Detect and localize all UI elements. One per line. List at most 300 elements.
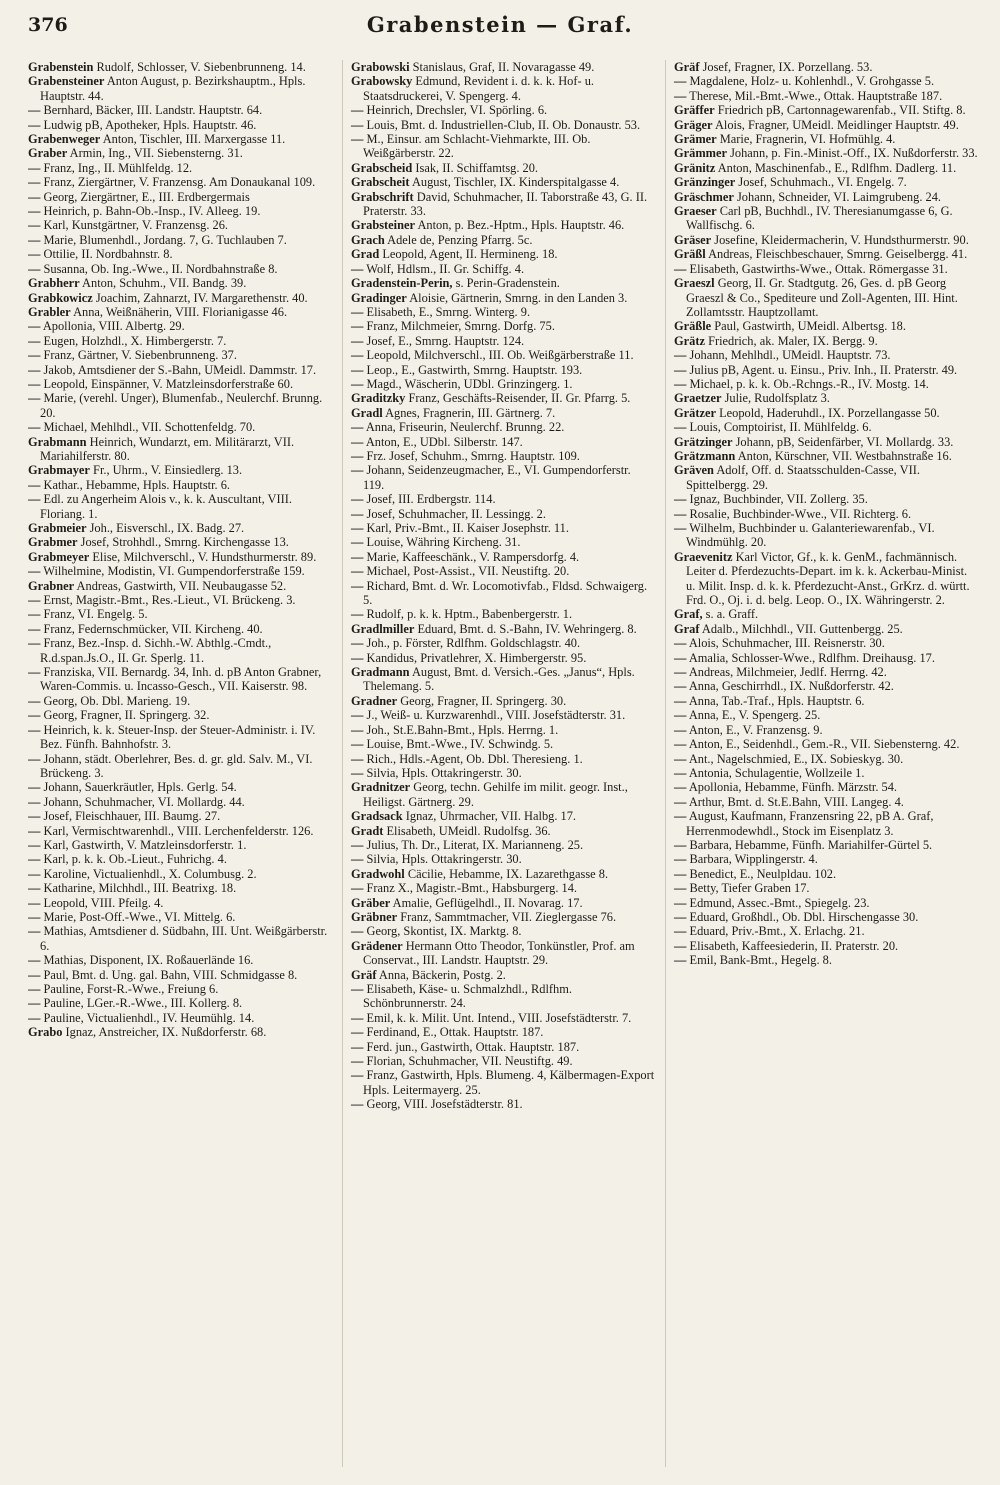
- entry-name: Grach: [351, 232, 385, 247]
- entry-name: —: [28, 621, 41, 636]
- entry-details: Anna, Bäckerin, Postg. 2.: [378, 967, 506, 982]
- directory-entry: [351, 694, 655, 708]
- entry-name: —: [28, 232, 41, 247]
- entry-details: Marie, (verehl. Unger), Blumenfab., Neulerchf. Brunng. 20.: [40, 391, 323, 420]
- directory-entry: [351, 449, 655, 463]
- directory-entry: [28, 867, 332, 881]
- entry-name: —: [28, 348, 41, 363]
- entry-details: Friedrich, ak. Maler, IX. Bergg. 9.: [708, 333, 878, 348]
- directory-entry: [674, 924, 978, 938]
- entry-name: —: [674, 837, 687, 852]
- entry-details: Johann, Schuhmacher, VI. Mollardg. 44.: [43, 794, 245, 809]
- entry-name: Grabscheit: [351, 175, 410, 190]
- directory-entry: [351, 161, 655, 175]
- entry-details: Josef, Strohhdl., Smrng. Kirchengasse 13.: [80, 535, 289, 550]
- directory-entry: [28, 535, 332, 549]
- entry-details: Apollonia, VIII. Albertg. 29.: [42, 319, 185, 334]
- entry-name: —: [28, 895, 41, 910]
- entry-details: Magdalene, Holz- u. Kohlenhdl., V. Grohgasse 5.: [689, 74, 935, 89]
- entry-name: —: [351, 765, 364, 780]
- directory-entry: [28, 363, 332, 377]
- entry-name: —: [28, 780, 41, 795]
- directory-entry: [28, 896, 332, 910]
- entry-details: Apollonia, Hebamme, Fünfh. Märzstr. 54.: [688, 780, 898, 795]
- directory-entry: [674, 161, 978, 175]
- entry-name: —: [28, 708, 41, 723]
- entry-name: —: [674, 909, 687, 924]
- entry-details: Eduard, Bmt. d. S.-Bahn, IV. Wehringerg. 8.: [417, 621, 637, 636]
- entry-name: Grätzmann: [674, 448, 736, 463]
- entry-name: —: [674, 780, 687, 795]
- entry-details: Eduard, Großhdl., Ob. Dbl. Hirschengasse 30.: [689, 909, 919, 924]
- entry-details: Franziska, VII. Bernardg. 34, Inh. d. pB Anton Grabner, Waren-Commis. u. Incasso-Gesch., VII. Kaiserstr. 98.: [40, 665, 322, 694]
- directory-entry: [28, 924, 332, 953]
- directory-entry: [351, 175, 655, 189]
- entry-details: Friedrich pB, Cartonnagewarenfab., VII. Stiftg. 8.: [717, 103, 966, 118]
- directory-entry: [674, 118, 978, 132]
- directory-entry: [28, 564, 332, 578]
- entry-details: Heinrich, Wundarzt, em. Militärarzt, VII. Mariahilferstr. 80.: [40, 434, 295, 463]
- directory-entry: [351, 218, 655, 232]
- entry-details: Rudolf, p. k. k. Hptm., Babenbergerstr. 1.: [366, 607, 573, 622]
- entry-name: —: [351, 837, 364, 852]
- entry-details: Paul, Gastwirth, UMeidl. Albertsg. 18.: [714, 319, 906, 334]
- entry-details: Rosalie, Buchbinder-Wwe., VII. Richterg. 6.: [689, 506, 912, 521]
- entry-details: Mathias, Amtsdiener d. Südbahn, III. Unt. Weißgärberstr. 6.: [40, 924, 328, 953]
- entry-name: —: [351, 319, 364, 334]
- directory-entry: [674, 809, 978, 838]
- directory-entry: [674, 420, 978, 434]
- entry-details: Ottilie, II. Nordbahnstr. 8.: [43, 247, 173, 262]
- entry-details: Elisabeth, Kaffeesiederin, II. Praterstr. 20.: [689, 938, 899, 953]
- entry-details: Therese, Mil.-Bmt.-Wwe., Ottak. Hauptstraße 187.: [689, 88, 943, 103]
- entry-details: Karoline, Victualienhdl., X. Columbusg. 2.: [43, 866, 257, 881]
- entry-name: Gräf: [674, 60, 700, 74]
- directory-entry: [28, 74, 332, 103]
- directory-entry: [28, 190, 332, 204]
- entry-name: —: [351, 924, 364, 939]
- entry-details: Louise, Bmt.-Wwe., IV. Schwindg. 5.: [366, 737, 554, 752]
- entry-details: Barbara, Wipplingerstr. 4.: [689, 852, 818, 867]
- entry-name: —: [28, 837, 41, 852]
- directory-entry: [674, 247, 978, 261]
- entry-name: —: [351, 751, 364, 766]
- entry-name: Grabler: [28, 304, 71, 319]
- entry-details: Georg, II. Gr. Stadtgutg. 26, Ges. d. pB Georg Graeszl & Co., Spediteure und Zoll-Agenten, III. Hint. Zollamtsstr. Hauptzollamt.: [686, 276, 958, 319]
- directory-entry: [351, 838, 655, 852]
- entry-details: s. a. Graff.: [705, 607, 759, 622]
- entry-details: Elisabeth, Käse- u. Schmalzhdl., Rdlfhm. Schönbrunnerstr. 24.: [363, 982, 572, 1011]
- directory-entry: [674, 463, 978, 492]
- entry-details: Arthur, Bmt. d. St.E.Bahn, VIII. Langeg. 4.: [688, 794, 904, 809]
- entry-details: Karl, Vermischtwarenhdl., VIII. Lerchenfelderstr. 126.: [43, 823, 314, 838]
- entry-name: —: [28, 492, 41, 507]
- entry-name: —: [351, 1010, 364, 1025]
- entry-details: Pauline, LGer.-R.-Wwe., III. Kollerg. 8.: [43, 996, 243, 1011]
- directory-entry: [674, 795, 978, 809]
- entry-name: Gräbner: [351, 909, 398, 924]
- entry-name: —: [674, 737, 687, 752]
- entry-details: Elisabeth, UMeidl. Rudolfsg. 36.: [386, 823, 551, 838]
- entry-details: Alois, Fragner, UMeidl. Meidlinger Hauptstr. 49.: [714, 117, 959, 132]
- entry-details: Johann, p. Fin.-Minist.-Off., IX. Nußdorferstr. 33.: [730, 146, 978, 161]
- entry-name: —: [674, 376, 687, 391]
- entry-details: Johann, Mehlhdl., UMeidl. Hauptstr. 73.: [689, 348, 891, 363]
- directory-entry: [674, 60, 978, 74]
- entry-details: Louise, Währing Kircheng. 31.: [366, 535, 521, 550]
- directory-entry: [28, 334, 332, 348]
- directory-entry: [351, 809, 655, 823]
- entry-details: Ernst, Magistr.-Bmt., Res.-Lieut., VI. Brückeng. 3.: [43, 593, 296, 608]
- entry-name: Graf: [674, 621, 700, 636]
- entry-details: Fr., Uhrm., V. Einsiedlerg. 13.: [93, 463, 243, 478]
- entry-name: Gräßle: [674, 319, 712, 334]
- directory-entry: [28, 319, 332, 333]
- entry-name: —: [28, 391, 41, 406]
- directory-entry: [351, 752, 655, 766]
- entry-details: Adele de, Penzing Pfarrg. 5c.: [387, 232, 533, 247]
- entry-name: Gradenstein-Perin,: [351, 276, 453, 291]
- entry-name: —: [351, 506, 364, 521]
- entry-name: —: [351, 261, 364, 276]
- entry-details: Anna, E., V. Spengerg. 25.: [688, 708, 821, 723]
- entry-name: Grabmer: [28, 535, 78, 550]
- entry-details: Georg, Fragner, II. Springerg. 30.: [400, 693, 567, 708]
- entry-name: —: [351, 607, 364, 622]
- directory-entry: [351, 507, 655, 521]
- entry-details: Wilhelm, Buchbinder u. Galanteriewarenfab., VI. Windmühlg. 20.: [686, 521, 935, 550]
- entry-details: Frz. Josef, Schuhm., Smrng. Hauptstr. 109.: [366, 448, 580, 463]
- entry-name: —: [674, 708, 687, 723]
- directory-entry: [28, 982, 332, 996]
- directory-entry: [351, 968, 655, 982]
- entry-details: Franz, Gastwirth, Hpls. Blumeng. 4, Kälbermagen-Export Hpls. Leitermayerg. 25.: [363, 1068, 655, 1097]
- entry-name: Grabherr: [28, 276, 80, 291]
- entry-name: Grätz: [674, 333, 705, 348]
- entry-details: Florian, Schuhmacher, VII. Neustiftg. 49.: [366, 1054, 573, 1069]
- directory-entry: [351, 924, 655, 938]
- entry-details: Katharine, Milchhdl., III. Beatrixg. 18.: [43, 881, 237, 896]
- entry-details: Wilhelmine, Modistin, VI. Gumpendorferstraße 159.: [43, 564, 305, 579]
- entry-details: Jakob, Amtsdiener der S.-Bahn, UMeidl. Dammstr. 17.: [43, 362, 317, 377]
- entry-details: Georg, Skontist, IX. Marktg. 8.: [366, 924, 522, 939]
- directory-entry: [28, 435, 332, 464]
- entry-details: Karl, Kunstgärtner, V. Franzensg. 26.: [43, 218, 229, 233]
- entry-details: Georg, Fragner, II. Springerg. 32.: [43, 708, 210, 723]
- entry-name: Gräser: [674, 232, 712, 247]
- entry-name: Graditzky: [351, 391, 406, 406]
- entry-details: Franz, Ziergärtner, V. Franzensg. Am Donaukanal 109.: [43, 175, 316, 190]
- entry-details: Andreas, Gastwirth, VII. Neubaugasse 52.: [76, 578, 287, 593]
- entry-name: —: [674, 650, 687, 665]
- entry-details: Leopold, Agent, II. Hermineng. 18.: [382, 247, 558, 262]
- entry-name: —: [351, 434, 364, 449]
- entry-name: —: [351, 650, 364, 665]
- entry-details: Marie, Post-Off.-Wwe., VI. Mittelg. 6.: [43, 909, 236, 924]
- entry-details: Carl pB, Buchhdl., IV. Theresianumgasse 6, G. Wallfischg. 6.: [686, 204, 953, 233]
- entry-details: Ferdinand, E., Ottak. Hauptstr. 187.: [366, 1025, 544, 1040]
- directory-entry: [674, 881, 978, 895]
- entry-details: Heinrich, Drechsler, VI. Spörling. 6.: [366, 103, 548, 118]
- entry-name: —: [674, 938, 687, 953]
- entry-name: Graevenitz: [674, 549, 733, 564]
- directory-entry: [28, 161, 332, 175]
- directory-entry: [674, 939, 978, 953]
- entry-name: Graber: [28, 146, 68, 161]
- entry-name: —: [351, 132, 364, 147]
- directory-entry: [674, 319, 978, 333]
- directory-entry: [674, 607, 978, 621]
- entry-name: —: [674, 521, 687, 535]
- entry-details: Karl Victor, Gf., k. k. GenM., fachmännisch. Leiter d. Pferdezuchts-Depart. im k. k. Ackerbau-Minist. u. Milit. Insp. d. k. k. Pferdezucht-Anst., GrKrz. d. württ. Frd. O., Oj. i. d. belg. Leop. O., IX. Währingerstr. 2.: [686, 549, 970, 608]
- directory-entry: [28, 204, 332, 218]
- entry-details: Barbara, Hebamme, Fünfh. Mariahilfer-Gürtel 5.: [689, 837, 933, 852]
- running-title: Grabenstein — Graf.: [366, 12, 634, 37]
- entry-name: —: [28, 909, 41, 924]
- entry-name: —: [28, 996, 41, 1011]
- directory-entry: [28, 996, 332, 1010]
- entry-name: Gräffer: [674, 103, 715, 118]
- entry-name: —: [351, 521, 364, 535]
- entry-name: Gräf: [351, 967, 377, 982]
- entry-details: Leopold, Milchverschl., III. Ob. Weißgärberstraße 11.: [366, 348, 634, 363]
- entry-details: Marie, Kaffeeschänk., V. Rampersdorfg. 4.: [366, 549, 580, 564]
- directory-entry: [351, 1097, 655, 1111]
- directory-entry: [674, 377, 978, 391]
- directory-entry: [28, 550, 332, 564]
- directory-entry: [674, 233, 978, 247]
- entry-details: M., Einsur. am Schlacht-Viehmarkte, III. Ob. Weißgärberstr. 22.: [363, 132, 591, 161]
- entry-details: Anton August, p. Bezirkshauptm., Hpls. Hauptstr. 44.: [40, 74, 306, 103]
- entry-name: Grabensteiner: [28, 74, 105, 89]
- entry-name: Graeser: [674, 204, 717, 219]
- entry-details: Leopold, VIII. Pfeilg. 4.: [43, 895, 164, 910]
- entry-details: Franz, Bez.-Insp. d. Sichh.-W. Abthlg.-Cmdt., R.d.span.Js.O., II. Gr. Sperlg. 11.: [40, 636, 272, 665]
- directory-entry: [674, 679, 978, 693]
- directory-entry: [351, 579, 655, 608]
- entry-details: Julie, Rudolfsplatz 3.: [724, 391, 830, 406]
- directory-entry: [351, 1054, 655, 1068]
- directory-entry: [674, 146, 978, 160]
- entry-name: Grätzinger: [674, 434, 733, 449]
- directory-entry: [351, 391, 655, 405]
- directory-entry: [351, 564, 655, 578]
- entry-details: Johann, Seidenzeugmacher, E., VI. Gumpendorferstr. 119.: [363, 463, 631, 492]
- entry-details: Anton, Maschinenfab., E., Rdlfhm. Dadlerg. 11.: [717, 160, 957, 175]
- entry-details: Adalb., Milchhdl., VII. Guttenbergg. 25.: [701, 621, 903, 636]
- entry-name: —: [28, 420, 41, 435]
- directory-entry: [351, 852, 655, 866]
- directory-entry: [351, 319, 655, 333]
- directory-entry: [28, 809, 332, 823]
- entry-details: Josef, E., Smrng. Hauptstr. 124.: [366, 333, 525, 348]
- entry-name: —: [674, 74, 687, 89]
- entry-name: —: [351, 549, 364, 564]
- entry-details: Franz, Milchmeier, Smrng. Dorfg. 75.: [366, 319, 555, 334]
- entry-details: Elise, Milchverschl., V. Hundsthurmerstr. 89.: [92, 549, 317, 564]
- entry-name: —: [674, 794, 687, 809]
- entry-name: —: [28, 218, 41, 233]
- page-number: 376: [28, 14, 68, 36]
- directory-entry: [674, 723, 978, 737]
- entry-details: Johann, städt. Oberlehrer, Bes. d. gr. gld. Salv. M., VI. Brückeng. 3.: [40, 751, 313, 780]
- directory-entry: [28, 838, 332, 852]
- directory-entry: [351, 521, 655, 535]
- entry-name: Gräßl: [674, 247, 706, 262]
- directory-entry: [674, 852, 978, 866]
- entry-name: —: [674, 881, 687, 896]
- directory-entry: [28, 953, 332, 967]
- entry-details: Emil, Bank-Bmt., Hegelg. 8.: [689, 953, 832, 968]
- entry-details: Rudolf, Schlosser, V. Siebenbrunneng. 14.: [96, 60, 306, 74]
- entry-name: —: [351, 982, 364, 996]
- entry-name: —: [28, 693, 41, 708]
- entry-details: Kathar., Hebamme, Hpls. Hauptstr. 6.: [43, 477, 231, 492]
- directory-entry: [28, 118, 332, 132]
- entry-name: —: [28, 564, 41, 579]
- entry-details: Heinrich, k. k. Steuer-Insp. der Steuer-Administr. i. IV. Bez. Fünfh. Bahnhofstr. 3.: [40, 722, 316, 752]
- entry-details: s. Perin-Gradenstein.: [455, 276, 560, 291]
- entry-details: Georg, Ziergärtner, E., III. Erdbergermais: [43, 189, 250, 204]
- entry-name: Grabschrift: [351, 189, 414, 204]
- directory-entry: [674, 74, 978, 88]
- entry-name: Gräschmer: [674, 189, 734, 204]
- entry-name: —: [28, 881, 41, 896]
- directory-entry: [351, 132, 655, 161]
- directory-entry: [28, 881, 332, 895]
- entry-details: Marie, Fragnerin, VI. Hofmühlg. 4.: [719, 132, 896, 147]
- directory-entry: [28, 233, 332, 247]
- entry-name: Grämer: [674, 132, 717, 147]
- entry-name: —: [28, 866, 41, 881]
- directory-entry: [674, 449, 978, 463]
- directory-entry: [28, 175, 332, 189]
- directory-entry: [674, 766, 978, 780]
- entry-name: Grabmeier: [28, 521, 87, 535]
- entry-name: —: [674, 722, 687, 737]
- entry-details: Ant., Nagelschmied, E., IX. Sobieskyg. 30.: [688, 751, 904, 766]
- entry-name: —: [351, 304, 364, 319]
- entry-name: —: [28, 593, 41, 608]
- entry-name: —: [28, 722, 41, 737]
- directory-entry: [28, 348, 332, 362]
- entry-name: —: [351, 722, 364, 737]
- directory-entry: [28, 694, 332, 708]
- directory-entry: [351, 982, 655, 1011]
- entry-details: Franz, Sammtmacher, VII. Zieglergasse 76.: [400, 909, 617, 924]
- entry-name: —: [351, 117, 364, 132]
- entry-name: —: [351, 1025, 364, 1040]
- directory-entry: [28, 377, 332, 391]
- entry-details: Anton, Tischler, III. Marxergasse 11.: [102, 132, 286, 147]
- directory-entry: [28, 420, 332, 434]
- directory-entry: [28, 910, 332, 924]
- directory-entry: [674, 910, 978, 924]
- entry-details: Karl, p. k. k. Ob.-Lieut., Fuhrichg. 4.: [43, 852, 227, 867]
- directory-entry: [28, 824, 332, 838]
- column-left: [28, 60, 332, 1467]
- directory-entry: [674, 175, 978, 189]
- entry-name: Grabner: [28, 578, 75, 593]
- directory-entry: [28, 276, 332, 290]
- entry-details: Ignaz, Anstreicher, IX. Nußdorferstr. 68.: [65, 1025, 267, 1040]
- entry-details: Georg, Ob. Dbl. Marieng. 19.: [43, 693, 191, 708]
- entry-details: Anton, E., V. Franzensg. 9.: [688, 722, 823, 737]
- directory-entry: [674, 190, 978, 204]
- entry-details: Ignaz, Uhrmacher, VII. Halbg. 17.: [405, 809, 577, 824]
- entry-details: Josef, Fleischhauer, III. Baumg. 27.: [43, 809, 221, 824]
- directory-entry: [28, 780, 332, 794]
- entry-name: —: [351, 737, 364, 752]
- entry-name: —: [674, 693, 687, 708]
- directory-entry: [351, 550, 655, 564]
- directory-entry: [28, 103, 332, 117]
- directory-entry: [28, 636, 332, 665]
- directory-entry: [351, 74, 655, 103]
- directory-entry: [351, 1025, 655, 1039]
- entry-name: —: [351, 463, 364, 478]
- entry-name: Grabo: [28, 1025, 63, 1040]
- directory-entry: [351, 435, 655, 449]
- column-middle: [342, 60, 655, 1467]
- entry-details: Michael, Mehlhdl., VII. Schottenfeldg. 70.: [43, 420, 256, 435]
- entry-name: —: [351, 708, 364, 723]
- entry-details: Josef, III. Erdbergstr. 114.: [366, 492, 496, 507]
- entry-name: —: [674, 88, 687, 103]
- entry-details: Joh., Eisverschl., IX. Badg. 27.: [89, 521, 245, 535]
- directory-entry: [674, 708, 978, 722]
- entry-name: Gradinger: [351, 290, 407, 305]
- entry-name: —: [674, 953, 687, 968]
- entry-details: Isak, II. Schiffamtsg. 20.: [415, 160, 539, 175]
- entry-details: Louis, Bmt. d. Industriellen-Club, II. Ob. Donaustr. 53.: [366, 117, 641, 132]
- entry-name: —: [28, 362, 41, 377]
- entry-name: —: [351, 492, 364, 507]
- entry-name: —: [28, 823, 41, 838]
- entry-details: Joh., St.E.Bahn-Bmt., Hpls. Herrng. 1.: [366, 722, 559, 737]
- entry-name: —: [351, 448, 364, 463]
- entry-details: Stanislaus, Graf, II. Novaragasse 49.: [412, 60, 595, 74]
- entry-details: Edl. zu Angerheim Alois v., k. k. Auscultant, VIII. Floriang. 1.: [40, 492, 292, 521]
- entry-details: Pauline, Victualienhdl., IV. Heumühlg. 14.: [43, 1010, 255, 1025]
- entry-name: Gräber: [351, 895, 391, 910]
- directory-entry: [28, 708, 332, 722]
- entry-details: Anton, E., Seidenhdl., Gem.-R., VII. Siebensterng. 42.: [688, 737, 960, 752]
- directory-entry: [28, 218, 332, 232]
- entry-details: Emil, k. k. Milit. Unt. Intend., VIII. Josefstädterstr. 7.: [366, 1010, 632, 1025]
- entry-name: Gradwohl: [351, 866, 405, 881]
- page-header: [28, 12, 972, 46]
- directory-entry: [674, 507, 978, 521]
- directory-entry: [351, 665, 655, 694]
- directory-entry: [674, 867, 978, 881]
- entry-name: Graetzer: [674, 391, 722, 406]
- entry-details: Franz X., Magistr.-Bmt., Habsburgerg. 14.: [366, 881, 578, 896]
- directory-entry: [351, 377, 655, 391]
- entry-name: Grabenstein: [28, 60, 94, 74]
- directory-entry: [674, 435, 978, 449]
- directory-entry: [351, 233, 655, 247]
- entry-name: —: [351, 1054, 364, 1069]
- entry-name: Gradner: [351, 693, 398, 708]
- entry-name: —: [674, 492, 687, 507]
- directory-entry: [674, 363, 978, 377]
- directory-entry: [351, 910, 655, 924]
- directory-entry: [674, 622, 978, 636]
- entry-name: Gräven: [674, 463, 714, 478]
- directory-entry: [28, 1011, 332, 1025]
- directory-entry: [28, 579, 332, 593]
